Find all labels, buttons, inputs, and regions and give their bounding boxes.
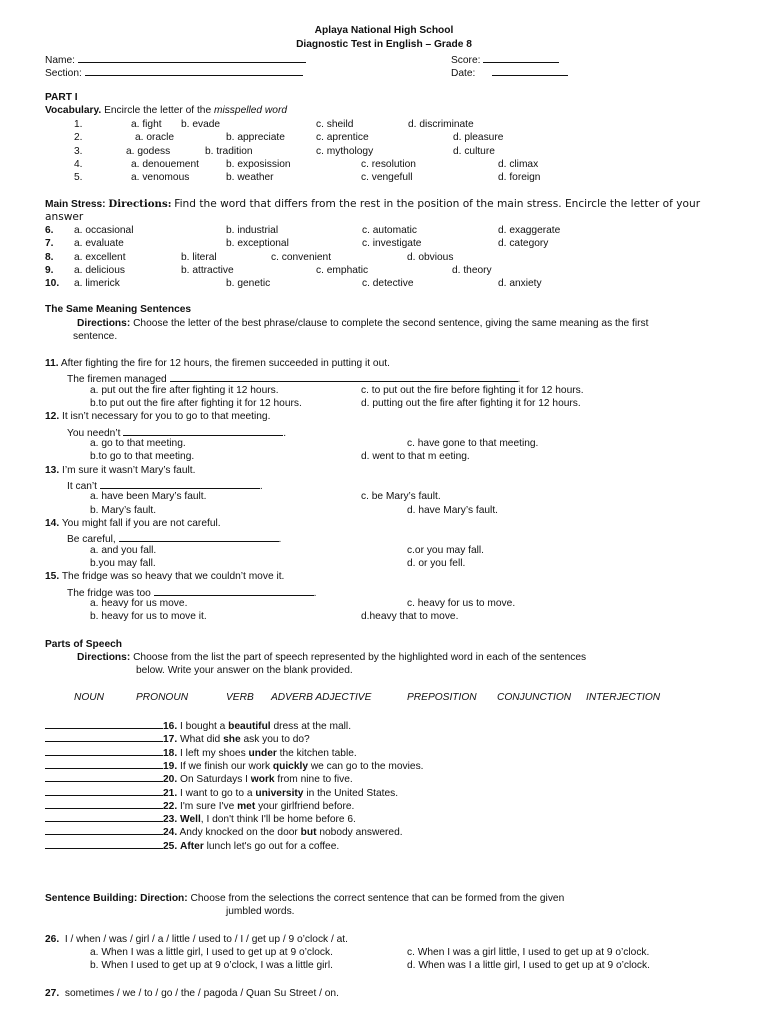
question-15 — [45, 572, 284, 582]
vocab-option-a[interactable]: a. venomous — [131, 172, 190, 184]
question-number: 11. — [45, 358, 59, 369]
item-number: 25. — [163, 840, 178, 852]
sentence-part: ask you to do? — [240, 734, 310, 746]
stress-option-b[interactable]: b. attractive — [181, 264, 234, 276]
option-c[interactable]: c. be Mary’s fault. — [361, 491, 441, 503]
stress-option-a[interactable]: a. excellent — [74, 251, 126, 263]
item-number: 19. — [163, 760, 178, 772]
question-sentence: I’m sure it wasn’t Mary’s fault. — [62, 464, 196, 476]
answer-blank[interactable] — [45, 719, 163, 729]
option-d[interactable]: d.heavy that to move. — [361, 611, 459, 623]
answer-blank[interactable] — [45, 759, 163, 769]
stem-text: You needn’t — [67, 427, 121, 439]
vocab-option-b[interactable]: b. exposission — [226, 158, 291, 170]
highlighted-word: Well — [180, 814, 201, 826]
stress-option-d[interactable]: d. anxiety — [498, 278, 542, 290]
sentence-part: I'm sure I've — [180, 800, 238, 812]
stress-option-d[interactable]: d. theory — [452, 264, 492, 276]
option-c[interactable]: c. have gone to that meeting. — [407, 437, 539, 449]
answer-blank[interactable] — [45, 786, 163, 796]
item-number: 18. — [163, 747, 178, 759]
option-d[interactable]: d. putting out the fire after fighting it for 12 hours. — [361, 398, 581, 409]
building-instruction: Sentence Building: Direction: Choose from the selections the correct sentence that can be formed from the given — [45, 893, 565, 904]
vocab-option-b[interactable]: b. appreciate — [226, 132, 285, 144]
vocab-option-c[interactable]: c. resolution — [361, 158, 416, 170]
vocab-option-d[interactable]: d. discriminate — [408, 119, 474, 130]
word-bank-item: PREPOSITION — [407, 692, 477, 703]
score-field: Score: — [451, 53, 559, 66]
vocab-number: 4. — [74, 158, 83, 170]
pos-item — [45, 772, 353, 785]
highlighted-word: quickly — [272, 760, 308, 772]
option-c[interactable]: c. heavy for us to move. — [407, 597, 516, 609]
word-bank-item: INTERJECTION — [586, 692, 661, 703]
answer-blank[interactable] — [45, 746, 163, 756]
stem-text: Be careful, — [67, 534, 116, 546]
part-title: PART I — [45, 92, 78, 103]
highlighted-word: but — [300, 827, 317, 839]
stress-option-a[interactable]: a. delicious — [74, 264, 125, 276]
q26-option-c[interactable]: c. When I was a girl little, I used to get up at 9 o’clock. — [407, 947, 650, 958]
option-b[interactable]: b. Mary’s fault. — [90, 504, 157, 516]
vocab-number: 2. — [74, 132, 83, 144]
pos-item — [45, 719, 351, 732]
vocab-option-d[interactable]: d. culture — [453, 145, 495, 157]
pos-directions: Directions: Choose from the list the part of speech represented by the highlighted word in each of the sentences — [77, 652, 587, 663]
vocab-option-a[interactable]: a. oracle — [135, 132, 175, 144]
vocab-option-d[interactable]: d. foreign — [498, 172, 541, 184]
highlighted-word: under — [248, 747, 277, 759]
section-title-same-meaning: The Same Meaning Sentences — [45, 304, 192, 315]
sentence-part: we can go to the movies. — [307, 760, 424, 772]
stress-option-c[interactable]: c. convenient — [271, 251, 332, 263]
pos-item — [45, 759, 424, 772]
vocab-number: 1. — [74, 119, 83, 130]
q26-option-a[interactable]: a. When I was a little girl, I used to get up at 9 o’clock. — [90, 947, 333, 958]
highlighted-word: After — [180, 840, 204, 852]
answer-blank[interactable] — [100, 479, 260, 489]
same-directions-cont: sentence. — [73, 331, 118, 342]
option-a[interactable]: a. and you fall. — [90, 544, 157, 556]
question-27: 27. sometimes / we / to / go / the / pagoda / Quan Su Street / on. — [45, 988, 339, 999]
vocab-number: 5. — [74, 172, 83, 184]
option-d[interactable]: d. have Mary’s fault. — [407, 504, 498, 516]
answer-blank[interactable] — [45, 812, 163, 822]
option-a[interactable]: a. put out the fire after fighting it 12 hours. — [90, 384, 279, 396]
option-b[interactable]: b.to put out the fire after fighting it for 12 hours. — [90, 398, 302, 409]
question-26: 26. I / when / was / girl / a / little / used to / I / get up / 9 o’clock / at. — [45, 934, 348, 945]
stress-option-d[interactable]: d. obvious — [407, 251, 454, 263]
question-12 — [45, 412, 270, 422]
q26-option-d[interactable]: d. When was I a little girl, I used to get up at 9 o’clock. — [407, 960, 650, 971]
answer-blank[interactable] — [45, 772, 163, 782]
sentence-part: What did — [180, 734, 224, 746]
pos-item — [45, 799, 354, 812]
vocab-option-c[interactable]: c. aprentice — [316, 132, 369, 144]
option-a[interactable]: a. go to that meeting. — [90, 437, 186, 449]
answer-blank[interactable] — [45, 839, 163, 849]
option-b[interactable]: b.you may fall. — [90, 557, 156, 569]
item-number: 20. — [163, 774, 178, 786]
section-title-parts-of-speech: Parts of Speech — [45, 639, 122, 650]
sentence-part: On Saturdays I — [180, 774, 251, 786]
item-number: 21. — [163, 787, 178, 799]
pos-directions-cont: below. Write your answer on the blank provided. — [136, 665, 353, 676]
stress-option-c[interactable]: c. emphatic — [316, 264, 369, 276]
stress-option-a[interactable]: a. limerick — [74, 278, 120, 290]
word-bank-item: NOUN — [74, 692, 104, 703]
vocab-option-a[interactable]: a. denouement — [131, 158, 199, 170]
pos-item — [45, 746, 357, 759]
question-number: 13. — [45, 464, 60, 476]
q26-option-b[interactable]: b. When I used to get up at 9 o’clock, I was a little girl. — [90, 960, 333, 971]
sentence-part: If we finish our work — [180, 760, 273, 772]
stress-instruction-cont: answer — [45, 211, 84, 223]
pos-item — [45, 786, 398, 799]
stress-option-d[interactable]: d. exaggerate — [498, 225, 561, 236]
sentence-part: nobody answered. — [316, 827, 403, 839]
question-sentence: After fighting the fire for 12 hours, the firemen succeeded in putting it out. — [60, 358, 390, 369]
vocab-number: 3. — [74, 145, 83, 157]
answer-blank[interactable] — [123, 426, 283, 436]
stem-text: It can’t — [67, 480, 98, 492]
stress-option-b[interactable]: b. exceptional — [226, 238, 289, 250]
stress-number: 10. — [45, 278, 60, 290]
stress-instruction: Main Stress: Directions: Find the word that differs from the rest in the position of the main stress. Encircle the letter of your — [45, 198, 701, 210]
sentence-part: dress at the mall. — [270, 721, 352, 732]
vocab-option-c[interactable]: c. mythology — [316, 145, 374, 157]
question-11 — [45, 359, 390, 369]
highlighted-word: she — [223, 734, 241, 746]
sentence-part: the kitchen table. — [276, 747, 357, 759]
vocab-option-c[interactable]: c. vengefull — [361, 172, 413, 184]
question-number: 12. — [45, 411, 60, 423]
sentence-part: I left my shoes — [180, 747, 249, 759]
stress-option-c[interactable]: c. detective — [362, 278, 414, 290]
question-sentence: It isn’t necessary for you to go to that meeting. — [62, 411, 271, 423]
highlighted-word: work — [250, 774, 275, 786]
sentence-part: I want to go to a — [180, 787, 256, 799]
section-field: Section: — [45, 66, 303, 79]
item-number: 17. — [163, 734, 178, 746]
answer-blank[interactable] — [45, 732, 163, 742]
item-number: 22. — [163, 800, 178, 812]
sentence-part: Andy knocked on the door — [179, 827, 301, 839]
stress-option-a[interactable]: a. occasional — [74, 225, 134, 236]
option-a[interactable]: a. have been Mary’s fault. — [90, 491, 207, 503]
option-c[interactable]: c. to put out the fire before fighting it for 12 hours. — [361, 384, 584, 396]
option-d[interactable]: d. or you fell. — [407, 557, 466, 569]
vocab-option-c[interactable]: c. sheild — [316, 119, 354, 130]
answer-stem: Be careful, . — [67, 534, 282, 546]
answer-blank[interactable] — [170, 372, 518, 382]
option-a[interactable]: a. heavy for us move. — [90, 597, 188, 609]
vocab-option-d[interactable]: d. pleasure — [453, 132, 504, 144]
vocab-instruction: Vocabulary. Encircle the letter of the misspelled word — [45, 105, 288, 116]
stress-option-c[interactable]: c. automatic — [362, 225, 417, 236]
sentence-part: , I don't think I'll be home before 6. — [200, 814, 356, 826]
vocab-option-b[interactable]: b. evade — [181, 119, 221, 130]
stress-number: 6. — [45, 225, 54, 236]
stress-number: 9. — [45, 264, 54, 276]
stress-number: 7. — [45, 238, 54, 250]
question-sentence: The fridge was so heavy that we couldn’t move it. — [61, 571, 285, 583]
school-name: Aplaya National High School — [314, 25, 454, 36]
option-c[interactable]: c.or you may fall. — [407, 544, 484, 556]
highlighted-word: beautiful — [228, 721, 271, 732]
vocab-option-d[interactable]: d. climax — [498, 158, 539, 170]
highlighted-word: met — [237, 800, 256, 812]
item-number: 23. — [163, 814, 178, 826]
question-number: 14. — [45, 517, 60, 529]
sentence-part: I bought a — [180, 721, 229, 732]
answer-blank[interactable] — [154, 586, 314, 596]
building-instruction-cont: jumbled words. — [226, 906, 295, 917]
question-13 — [45, 466, 195, 476]
name-field: Name: — [45, 53, 306, 66]
stress-option-c[interactable]: c. investigate — [362, 238, 422, 250]
answer-stem: The fridge was too . — [67, 587, 317, 599]
word-bank-item: PRONOUN — [136, 692, 189, 703]
stress-option-b[interactable]: b. literal — [181, 251, 217, 263]
option-b[interactable]: b.to go to that meeting. — [90, 451, 195, 463]
question-number: 15. — [45, 571, 60, 583]
vocab-option-b[interactable]: b. tradition — [205, 145, 253, 157]
vocab-option-a[interactable]: a. godess — [126, 145, 171, 157]
item-number: 16. — [163, 721, 178, 732]
question-14 — [45, 519, 221, 529]
stress-option-b[interactable]: b. industrial — [226, 225, 279, 236]
answer-stem: You needn’t . — [67, 427, 287, 439]
word-bank-item: VERB — [226, 692, 254, 703]
question-sentence: You might fall if you are not careful. — [61, 517, 221, 529]
item-number: 24. — [163, 827, 178, 839]
word-bank-item: CONJUNCTION — [497, 692, 572, 703]
answer-blank[interactable] — [45, 799, 163, 809]
answer-stem: The firemen managed . — [67, 374, 521, 386]
same-directions: Directions: Choose the letter of the best phrase/clause to complete the second sentence, giving the same meaning as the first — [77, 318, 649, 329]
sentence-part: in the United States. — [303, 787, 399, 799]
sentence-part: lunch let's go out for a coffee. — [203, 840, 340, 852]
pos-item — [45, 732, 310, 745]
pos-item — [45, 825, 403, 838]
answer-blank[interactable] — [119, 532, 279, 542]
sentence-part: from nine to five. — [274, 774, 353, 786]
answer-blank[interactable] — [45, 825, 163, 835]
option-b[interactable]: b. heavy for us to move it. — [90, 611, 207, 623]
stem-text: The firemen managed — [67, 374, 167, 386]
stress-option-a[interactable]: a. evaluate — [74, 238, 124, 250]
vocab-option-b[interactable]: b. weather — [226, 172, 274, 184]
stress-option-d[interactable]: d. category — [498, 238, 549, 250]
word-bank-item: ADVERB ADJECTIVE — [271, 692, 372, 703]
vocab-option-a[interactable]: a. fight — [131, 119, 162, 130]
stem-text: The fridge was too — [67, 587, 151, 599]
stress-option-b[interactable]: b. genetic — [226, 278, 271, 290]
answer-stem: It can’t . — [67, 480, 263, 492]
date-field: Date: — [451, 66, 568, 79]
test-title: Diagnostic Test in English – Grade 8 — [296, 39, 472, 50]
option-d[interactable]: d. went to that m eeting. — [361, 451, 470, 463]
sentence-part: your girlfriend before. — [255, 800, 355, 812]
highlighted-word: university — [255, 787, 304, 799]
stress-number: 8. — [45, 251, 54, 263]
pos-item — [45, 839, 339, 852]
pos-item — [45, 812, 356, 825]
